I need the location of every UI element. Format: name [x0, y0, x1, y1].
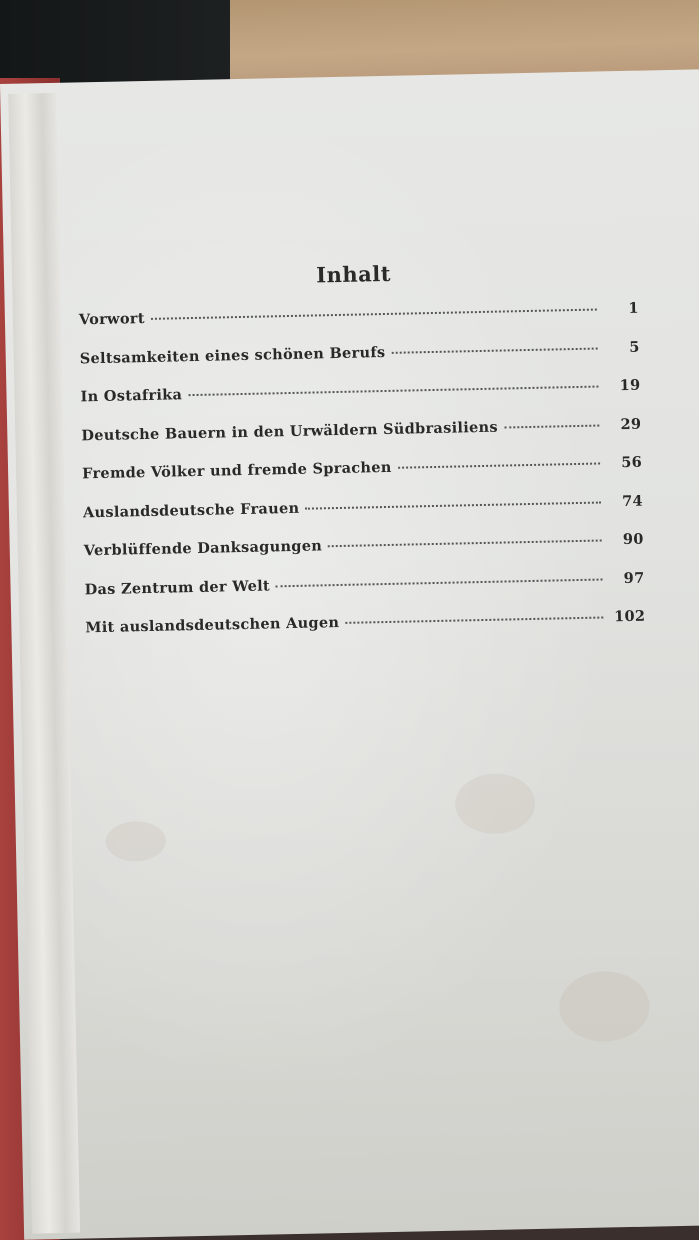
dot-leader [504, 424, 599, 428]
toc-entry-page: 90 [622, 530, 644, 549]
toc-entry-title: In Ostafrika [80, 386, 183, 406]
toc-entry-title: Deutsche Bauern in den Urwäldern Südbrasiliens [81, 418, 499, 444]
toc-entry-page: 1 [628, 299, 640, 317]
dot-leader [276, 578, 603, 587]
toc-entry-title: Seltsamkeiten eines schönen Berufs [79, 343, 386, 367]
page-title: Inhalt [315, 260, 392, 288]
toc-entry-title: Fremde Völker und fremde Sprachen [82, 458, 392, 483]
toc-entry-page: 97 [623, 569, 645, 587]
dot-leader [151, 309, 597, 320]
toc-entry-page: 29 [620, 415, 642, 433]
dot-leader [188, 386, 598, 397]
dot-leader [305, 501, 601, 509]
book-page [0, 69, 699, 1239]
dot-leader [391, 347, 597, 353]
paper-stain [105, 821, 166, 862]
toc-entry-title: Das Zentrum der Welt [84, 576, 271, 598]
toc-entry-page: 5 [629, 338, 640, 356]
toc-entry-title: Vorwort [78, 310, 145, 329]
toc-entry-page: 102 [613, 607, 646, 626]
toc-entry-page: 56 [621, 453, 643, 472]
toc-entry-title: Verblüffende Danksagungen [83, 537, 323, 560]
toc-entry-page: 19 [619, 376, 641, 395]
toc-entry-page: 74 [621, 492, 644, 510]
dot-leader [328, 539, 602, 547]
dot-leader [345, 616, 603, 623]
paper-stain [559, 971, 650, 1043]
toc-entry-title: Mit auslandsdeutschen Augen [85, 614, 340, 637]
table-of-contents [79, 300, 646, 658]
dot-leader [398, 463, 600, 469]
toc-entry-title: Auslandsdeutsche Frauen [82, 499, 300, 521]
paper-stain [455, 773, 536, 835]
